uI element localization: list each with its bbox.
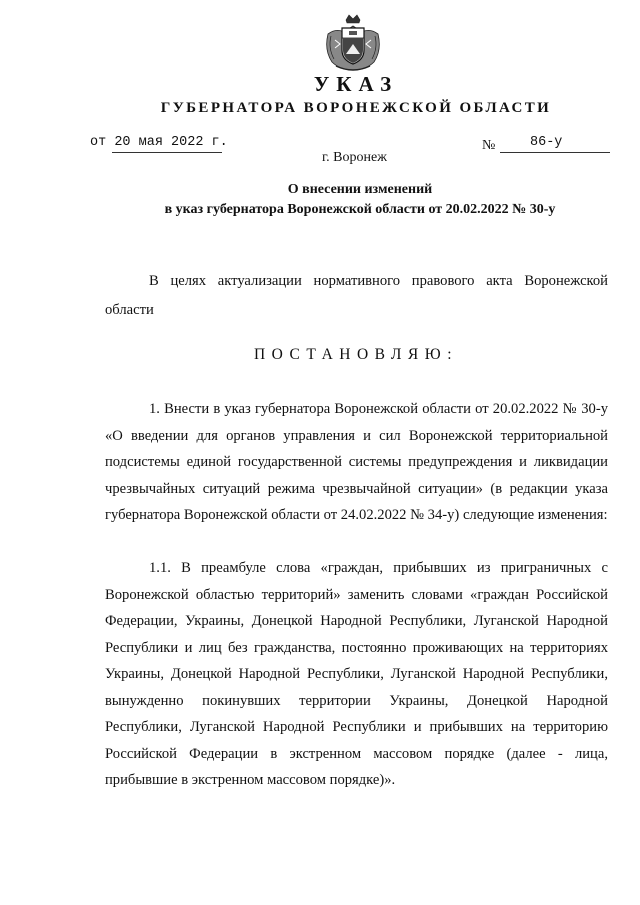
subject-line-2: в указ губернатора Воронежской области от 20.02.2022 № 30-у xyxy=(164,202,556,217)
date-value: 20 мая 2022 г. xyxy=(114,135,228,150)
date-underline xyxy=(112,152,222,153)
item-1-1-paragraph: 1.1. В преамбуле слова «граждан, прибывших из приграничных с Воронежской областью территорий» заменить словами «граждан Российской Федерации, Украины, Донецкой Народной Республики, Луганской Народной Республики и лиц без гражданства, постоянно проживающих на территориях Украины, Донецкой Народной Республики, Луганской Народной Республики, вынужденно покинувших территории Украины, Донецкой Народной Республики, Луганской Народной Республики и прибывших на территорию Российской Федерации в экстренном массовом порядке (далее - лица, прибывшие в экстренном массовом порядке)». xyxy=(105,560,608,788)
city-line: г. Воронеж xyxy=(322,150,387,165)
coat-of-arms-icon xyxy=(322,14,384,72)
subject-line-1: О внесении изменений xyxy=(287,182,433,197)
date-prefix: от xyxy=(90,135,107,150)
date-field xyxy=(90,135,228,150)
decree-word: ПОСТАНОВЛЯЮ: xyxy=(253,346,459,363)
number-value: 86-у xyxy=(530,135,563,150)
item-1-paragraph: 1. Внести в указ губернатора Воронежской области от 20.02.2022 № 30-у «О введении для органов управления и сил Воронежской территориальной подсистемы единой государственной системы предупреждения и ликвидации чрезвычайных ситуаций режима чрезвычайной ситуации» (в редакции указа губернатора Воронежской области от 24.02.2022 № 34-у) следующие изменения: xyxy=(105,401,608,523)
issuer-heading: ГУБЕРНАТОРА ВОРОНЕЖСКОЙ ОБЛАСТИ xyxy=(160,100,552,116)
number-label: № xyxy=(482,138,496,153)
document-subject xyxy=(80,180,640,220)
document-type-heading: УКАЗ xyxy=(313,72,399,96)
preamble-paragraph: В целях актуализации нормативного правового акта Воронежской области xyxy=(105,273,608,318)
number-underline xyxy=(500,152,610,153)
